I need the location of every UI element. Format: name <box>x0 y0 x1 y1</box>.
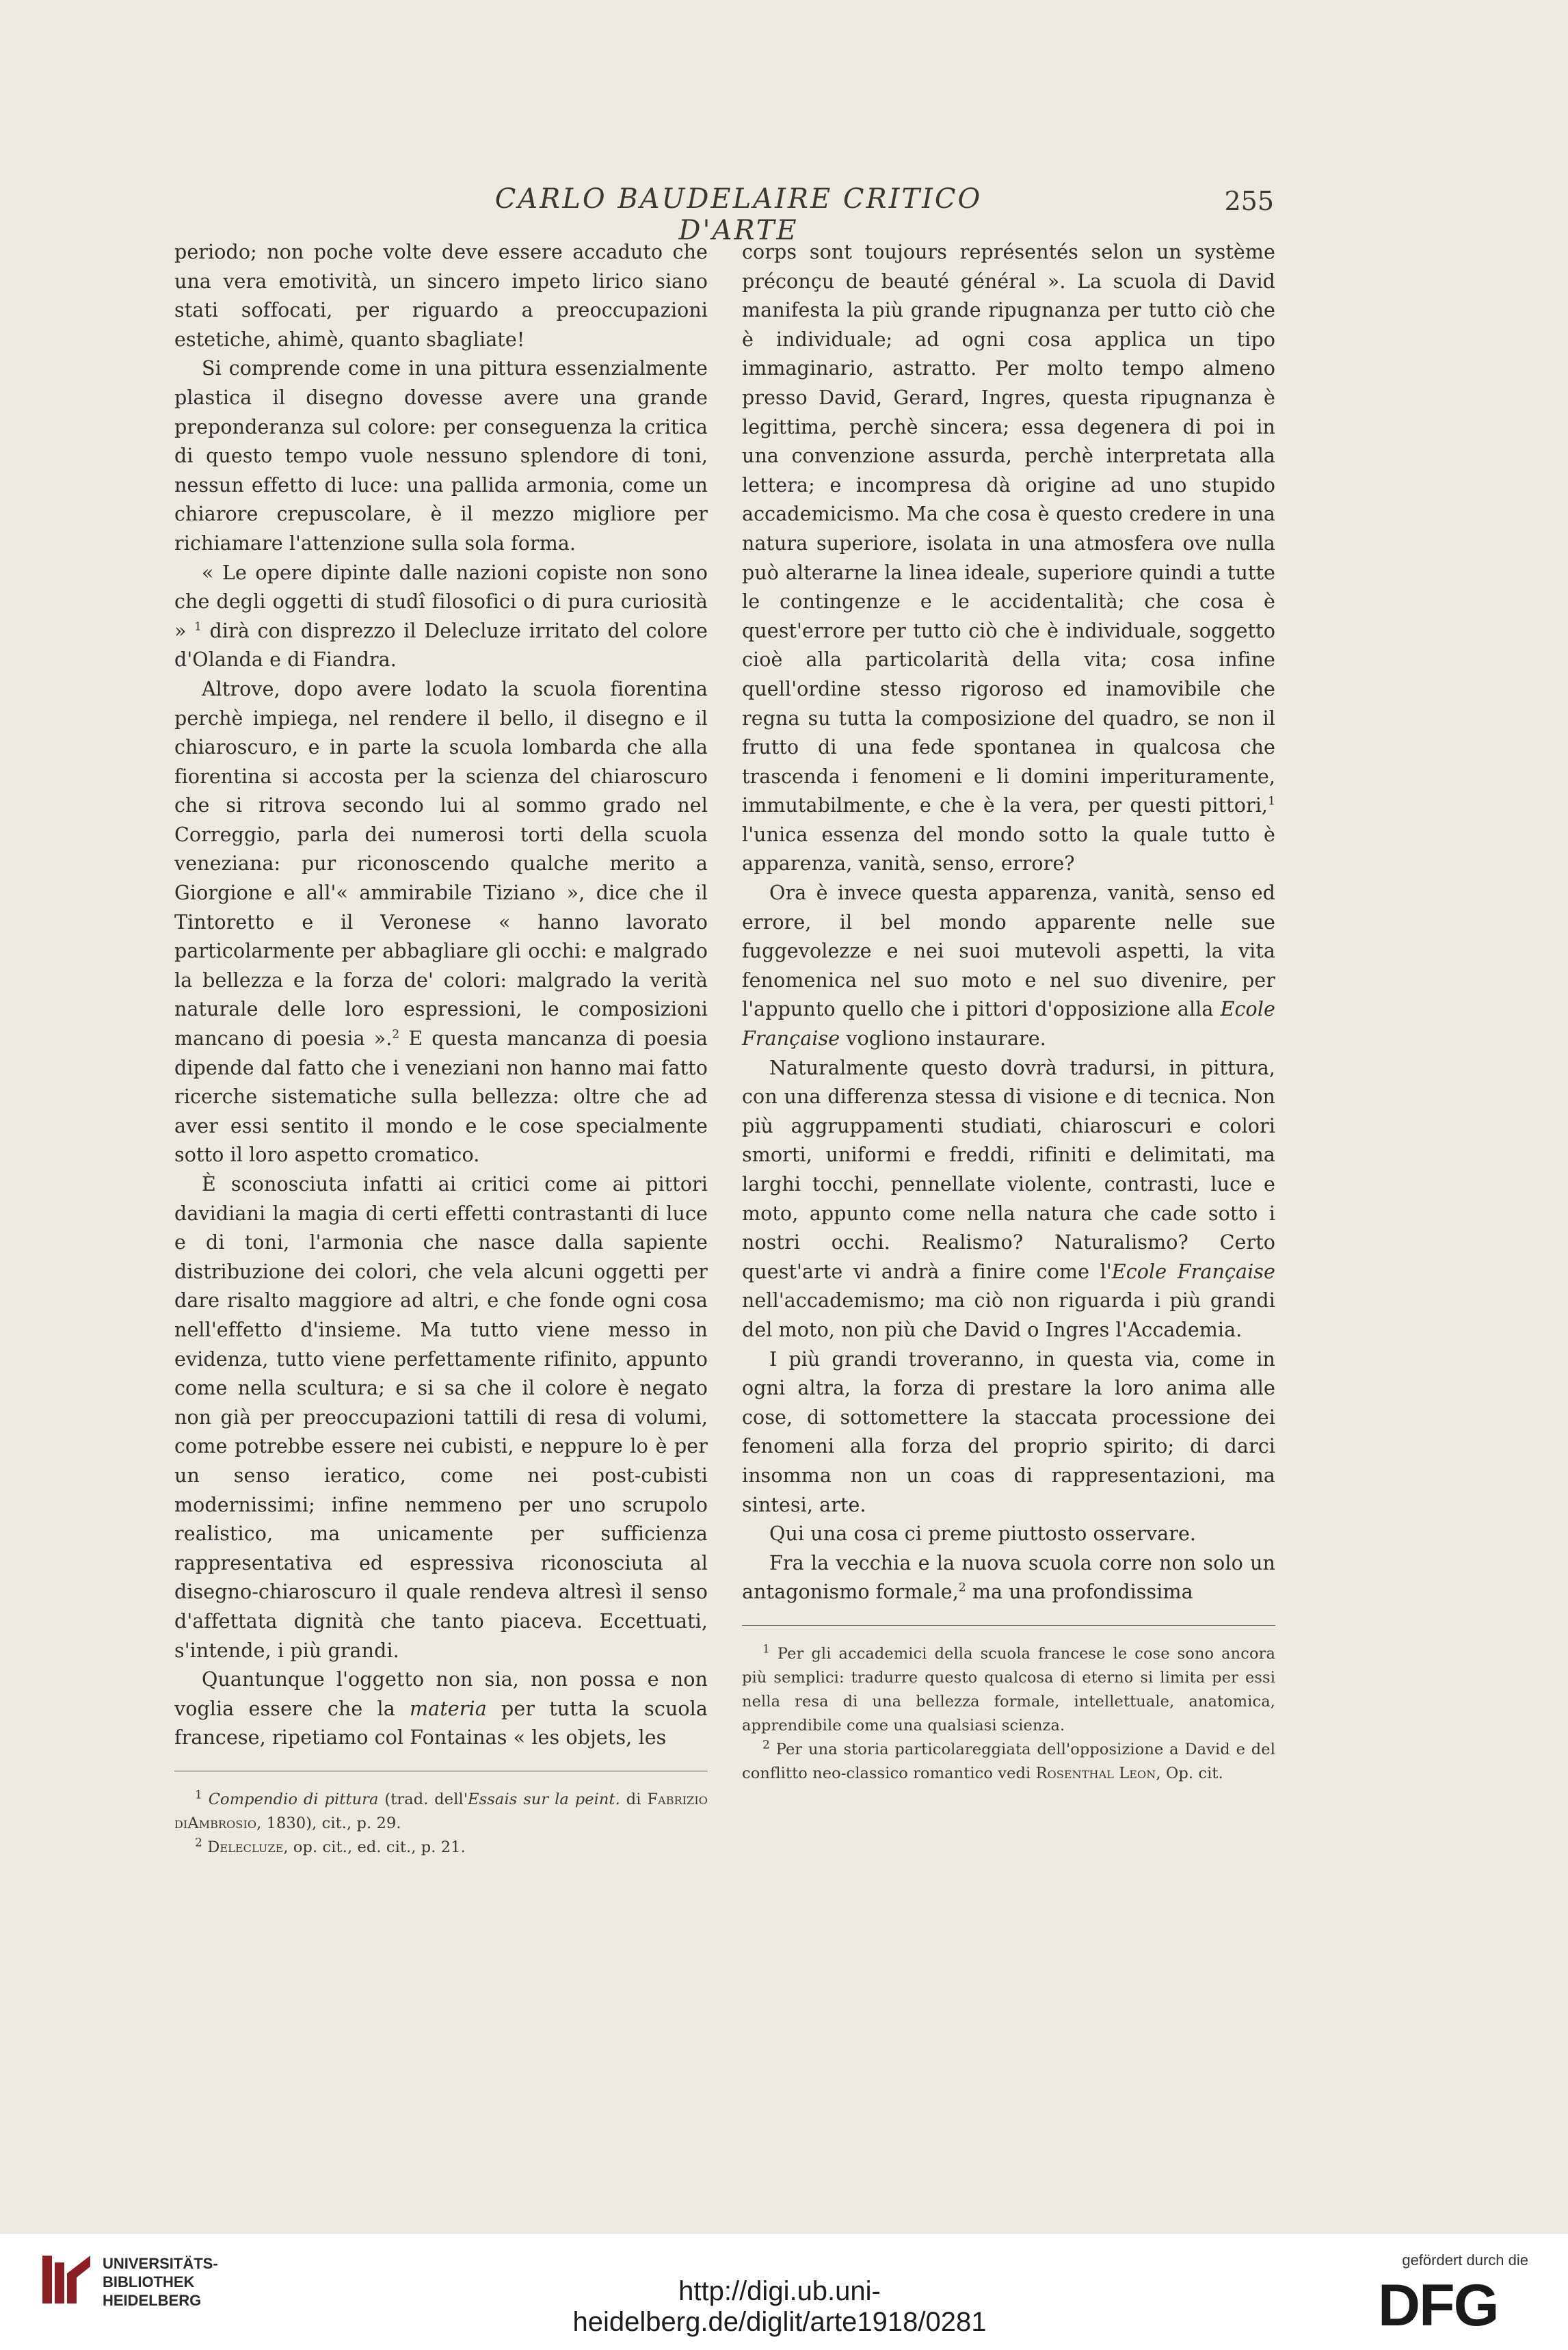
paragraph-text: E questa mancanza di poesia dipende dal fatto che i veneziani non hanno mai fatto ricerche sistematiche sulla bellezza: oltre che ad aver essi sentito il mondo e le cose specialmente sotto il loro aspetto cromatico. <box>174 1027 708 1167</box>
paragraph <box>742 238 1275 879</box>
paragraph-text: nell'accademismo; ma ciò non riguarda i più grandi del moto, non più che David o Ingres l'Accademia. <box>742 1289 1275 1341</box>
paragraph <box>174 559 708 675</box>
paragraph-text: Ora è invece questa apparenza, vanità, senso ed errore, il bel mondo apparente nelle sue fuggevolezze e nei suoi mutevoli aspetti, la vita fenomenica nel suo moto e nel suo divenire, per l'appunto quello che i pittori d'opposizione alla <box>742 882 1275 1021</box>
footnote <box>174 1788 708 1836</box>
paragraph: Qui una cosa ci preme piuttosto osservare. <box>769 1522 1197 1546</box>
source-url-link[interactable]: http://digi.ub.uni-heidelberg.de/diglit/arte1918/0281 <box>572 2276 987 2337</box>
footnote-title: Compendio di pittura <box>208 1790 379 1808</box>
digitization-footer <box>0 2234 1568 2350</box>
dfg-logo-icon <box>1378 2276 1528 2331</box>
paragraph-text: Fra la vecchia e la nuova scuola corre non solo un antagonismo formale, <box>742 1551 1275 1604</box>
footnote <box>174 1836 708 1860</box>
emphasis: Ecole Française <box>1111 1260 1275 1283</box>
footnote-number: 2 <box>195 1836 202 1850</box>
paragraph-text: per tutta la scuola francese, ripetiamo col Fontainas « les objets, les <box>174 1697 708 1750</box>
paragraph <box>174 675 708 1170</box>
paragraph-text: Quantunque l'oggetto non sia, non possa e non voglia essere che la <box>174 1668 708 1720</box>
dfg-logo-text: DFG <box>1378 2276 1498 2331</box>
paragraph <box>742 1054 1275 1345</box>
footnote <box>742 1738 1275 1786</box>
footnote-text: , op. cit., ed. cit., p. 21. <box>283 1838 466 1856</box>
paragraph-text: Altrove, dopo avere lodato la scuola fiorentina perchè impiega, nel rendere il bello, il disegno e il chiaroscuro, e in parte la scuola lombarda che alla fiorentina si accosta per la scienza del chiaroscuro che si ritrova secondo lui al sommo grado nel Correggio, parla dei numerosi torti della scuola veneziana: pur riconoscendo qualche merito a Giorgione e all'« ammirabile Tiziano », dice che il Tintoretto e il Veronese « hanno lavorato particolarmente per abbagliare gli occhi: e malgrado la bellezza e la forza de' colori: malgrado la verità naturale delle loro espressioni, le composizioni mancano di poesia ». <box>174 677 708 1051</box>
footnote-text: Per una storia particolareggiata dell'opposizione a David e del conflitto neo-classico romantico vedi <box>742 1740 1275 1782</box>
paragraph: I più grandi troveranno, in questa via, come in ogni altra, la forza di prestare la loro anima alle cose, di sottomettere la staccata processione dei fenomeni alla forza del proprio spirito; di darci insomma non un coas di rappresentazioni, ma sintesi, arte. <box>742 1347 1275 1516</box>
footnote-divider <box>742 1625 1275 1626</box>
footnote-number: 1 <box>195 1788 202 1802</box>
footnote-ref: 1 <box>1268 794 1275 808</box>
paragraph: periodo; non poche volte deve essere accaduto che una vera emotività, un sincero impeto lirico siano stati soffocati, per riguardo a preoccupazioni estetiche, ahimè, quanto sbagliate! <box>174 241 708 351</box>
footnote-text: , 1830), cit., p. 29. <box>256 1814 401 1832</box>
paragraph-text: dirà con disprezzo il Delecluze irritato del colore d'Olanda e di Fiandra. <box>174 619 708 672</box>
library-name <box>103 2254 218 2310</box>
library-name-line: UNIVERSITÄTS- <box>103 2255 218 2272</box>
paragraph-text: vogliono instaurare. <box>840 1027 1046 1051</box>
paragraph <box>174 1665 708 1753</box>
footnote-text: di <box>620 1790 648 1808</box>
footnote-number: 2 <box>762 1738 770 1752</box>
footnote-ref: 2 <box>958 1581 966 1595</box>
footnote <box>742 1642 1275 1738</box>
paragraph-text: l'unica essenza del mondo sotto la quale tutto è apparenza, vanità, senso, errore? <box>742 823 1275 875</box>
footnote-ref: 1 <box>194 620 202 634</box>
funding-label: gefördert durch die <box>1402 2252 1528 2269</box>
footnotes <box>742 1642 1275 1786</box>
paragraph <box>742 1549 1275 1607</box>
footnote-text: Per gli accademici della scuola francese le cose sono ancora più semplici: tradurre questo qualcosa di eterno si limita per essi nella resa di una bellezza formale, intellettuale, anatomica, apprendibile come una qualsiasi scienza. <box>742 1644 1275 1734</box>
right-column <box>742 238 1275 1786</box>
paragraph-text: « Le opere dipinte dalle nazioni copiste non sono che degli oggetti di studî filosofici o di pura curiosità » <box>174 561 708 642</box>
library-name-line: BIBLIOTHEK <box>103 2273 195 2290</box>
footnote-author: Fabrizio diAmbrosio <box>174 1790 708 1832</box>
footnote-text: (trad. dell' <box>378 1790 468 1808</box>
footnote-author: Delecluze <box>207 1838 284 1856</box>
footnote-text: , Op. cit. <box>1156 1764 1223 1782</box>
footnote-title: Essais sur la peint. <box>468 1790 620 1808</box>
paragraph <box>742 879 1275 1054</box>
footnote-number: 1 <box>762 1642 770 1656</box>
running-head <box>0 183 1568 246</box>
page-number: 255 <box>1224 186 1274 216</box>
footnotes <box>174 1788 708 1860</box>
emphasis: Ecole Française <box>742 998 1275 1051</box>
library-name-line: HEIDELBERG <box>103 2292 202 2309</box>
running-title: CARLO BAUDELAIRE CRITICO D'ARTE <box>494 183 983 246</box>
paragraph-text: corps sont toujours représentés selon un système préconçu de beauté général ». La scuola di David manifesta la più grande ripugnanza per tutto ciò che è individuale; ad ogni cosa applica un tipo immaginario, astratto. Per molto tempo almeno presso David, Gerard, Ingres, questa ripugnanza è legittima, perchè sincera; essa degenera di poi in una convenzione assurda, perchè interpretata alla lettera; e incompresa dà origine ad uno stupido accademicismo. Ma che cosa è questo credere in una natura superiore, isolata in una atmosfera ove nulla può alterarne la linea ideale, superiore quindi a tutte le contingenze e le accidentalità; che cosa è quest'errore per tutto ciò che è individuale, soggetto cioè alla particolarità della vita; cosa infine quell'ordine stesso rigoroso ed inamovibile che regna su tutta la composizione del quadro, se non il frutto di una fede spontanea in qualcosa che trascenda i fenomeni e li domini imperituramente, immutabilmente, e che è la vera, per questi pittori, <box>742 241 1275 817</box>
emphasis: materia <box>410 1697 487 1720</box>
footnote-ref: 2 <box>392 1027 400 1042</box>
left-column <box>174 238 708 1860</box>
paragraph-text: Naturalmente questo dovrà tradursi, in pittura, con una differenza stessa di visione e di tecnica. Non più aggruppamenti studiati, chiaroscuri e colori smorti, uniformi e freddi, rifiniti e delimitati, ma larghi tocchi, pennellate violente, contrasti, luce e moto, appunto come nella natura che cade sotto i nostri occhi. Realismo? Naturalismo? Certo quest'arte vi andrà a finire come l' <box>742 1056 1275 1283</box>
footnote-author: Rosenthal Leon <box>1035 1764 1156 1782</box>
paragraph: Si comprende come in una pittura essenzialmente plastica il disegno dovesse avere una grande preponderanza sul colore: per conseguenza la critica di questo tempo vuole nessuno splendore di toni, nessun effetto di luce: una pallida armonia, come un chiarore crepuscolare, è il mezzo migliore per richiamare l'attenzione sulla sola forma. <box>174 357 708 555</box>
university-library-logo-icon <box>40 2253 93 2306</box>
paragraph: È sconosciuta infatti ai critici come ai pittori davidiani la magia di certi effetti contrastanti di luce e di toni, l'armonia che nasce dalla sapiente distribuzione dei colori, che vela alcuni oggetti per dare risalto maggiore ad altri, e che fonde ogni cosa nell'effetto d'insieme. Ma tutto viene messo in evidenza, tutto viene perfettamente rifinito, appunto come nella scultura; e si sa che il colore è negato non già per preoccupazioni tattili di resa di volumi, come potrebbe essere nei cubisti, e neppure lo è per un senso ieratico, come nei post-cubisti modernissimi; infine nemmeno per uno scrupolo realistico, ma unicamente per sufficienza rappresentativa ed espressiva riconosciuta al disegno-chiaroscuro il quale rendeva altresì il senso d'affettata dignità che tanto piaceva. Eccettuati, s'intende, i più grandi. <box>174 1173 708 1662</box>
paragraph-text: ma una profondissima <box>966 1581 1193 1604</box>
